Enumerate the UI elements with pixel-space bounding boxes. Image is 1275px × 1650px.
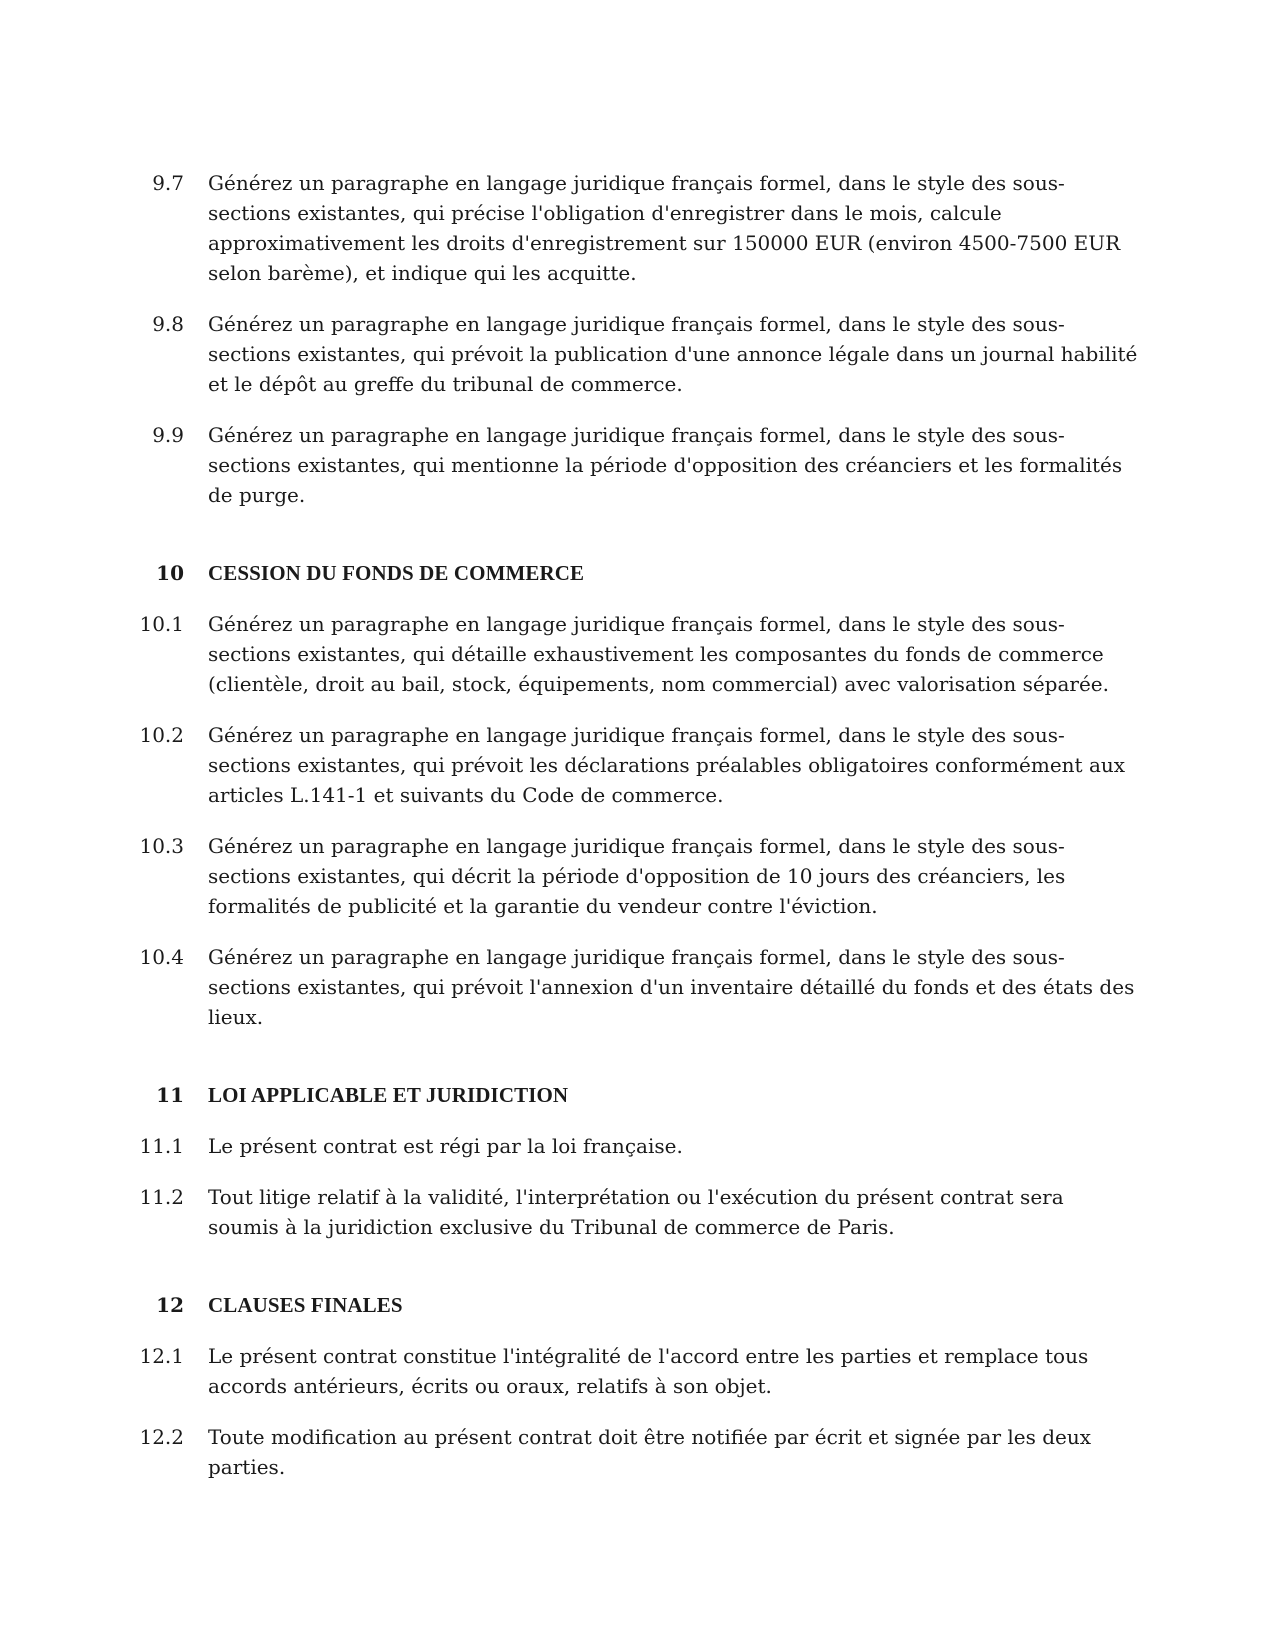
clause-number: 12.1 [139, 1344, 184, 1368]
clause-text: Tout litige relatif à la validité, l'interprétation ou l'exécution du présent contrat sera soumis à la juridiction exclusive du Tribunal de commerce de Paris. [208, 1185, 1064, 1239]
section-title: CESSION DU FONDS DE COMMERCE [208, 561, 585, 585]
clause-12-2 [130, 1422, 1140, 1482]
section-11 [130, 1080, 1140, 1242]
clause-text: Générez un paragraphe en langage juridique français formel, dans le style des sous-sections existantes, qui détaille exhaustivement les composantes du fonds de commerce (clientèle, droit au bail, stock, équipements, nom commercial) avec valorisation séparée. [208, 612, 1109, 696]
clause-text: Générez un paragraphe en langage juridique français formel, dans le style des sous-sections existantes, qui prévoit les déclarations préalables obligatoires conformément aux articles L.141-1 et suivants du Code de commerce. [208, 723, 1126, 807]
section-title: LOI APPLICABLE ET JURIDICTION [208, 1083, 569, 1107]
clause-11-1 [130, 1131, 1140, 1161]
clause-9-8 [130, 309, 1140, 399]
clause-text: Générez un paragraphe en langage juridique français formel, dans le style des sous-sections existantes, qui décrit la période d'opposition de 10 jours des créanciers, les formalités de publicité et la garantie du vendeur contre l'éviction. [208, 834, 1066, 918]
section-title: CLAUSES FINALES [208, 1293, 403, 1317]
clause-10-1 [130, 609, 1140, 699]
clause-number: 10.1 [139, 612, 184, 636]
section-heading [130, 1290, 1140, 1320]
clause-number: 10.4 [139, 945, 184, 969]
clause-10-3 [130, 831, 1140, 921]
section-heading [130, 1080, 1140, 1110]
clause-number: 9.8 [152, 312, 184, 336]
clause-text: Le présent contrat est régi par la loi française. [208, 1134, 683, 1158]
clause-number: 11.2 [139, 1185, 184, 1209]
section-number: 12 [156, 1293, 184, 1317]
clause-number: 12.2 [139, 1425, 184, 1449]
clause-text: Générez un paragraphe en langage juridique français formel, dans le style des sous-sections existantes, qui prévoit la publication d'une annonce légale dans un journal habilité et le dépôt au greffe du tribunal de commerce. [208, 312, 1138, 396]
section-heading [130, 558, 1140, 588]
clause-9-7 [130, 168, 1140, 288]
clause-12-1 [130, 1341, 1140, 1401]
clause-10-2 [130, 720, 1140, 810]
clause-text: Générez un paragraphe en langage juridique français formel, dans le style des sous-sections existantes, qui mentionne la période d'opposition des créanciers et les formalités de purge. [208, 423, 1123, 507]
section-number: 11 [156, 1083, 184, 1107]
section-12 [130, 1290, 1140, 1482]
clause-number: 11.1 [139, 1134, 184, 1158]
clause-text: Toute modification au présent contrat doit être notifiée par écrit et signée par les deux parties. [208, 1425, 1092, 1479]
clause-number: 10.2 [139, 723, 184, 747]
clause-text: Le présent contrat constitue l'intégralité de l'accord entre les parties et remplace tous accords antérieurs, écrits ou oraux, relatifs à son objet. [208, 1344, 1089, 1398]
clause-text: Générez un paragraphe en langage juridique français formel, dans le style des sous-sections existantes, qui prévoit l'annexion d'un inventaire détaillé du fonds et des états des lieux. [208, 945, 1135, 1029]
document-body [130, 168, 1140, 1503]
section-9-continued [130, 168, 1140, 510]
clause-11-2 [130, 1182, 1140, 1242]
clause-number: 10.3 [139, 834, 184, 858]
clause-number: 9.9 [152, 423, 184, 447]
clause-10-4 [130, 942, 1140, 1032]
section-number: 10 [156, 561, 184, 585]
section-10 [130, 558, 1140, 1032]
clause-9-9 [130, 420, 1140, 510]
clause-text: Générez un paragraphe en langage juridique français formel, dans le style des sous-sections existantes, qui précise l'obligation d'enregistrer dans le mois, calcule approximativement les droits d'enregistrement sur 150000 EUR (environ 4500-7500 EUR selon barème), et indique qui les acquitte. [208, 171, 1121, 285]
clause-number: 9.7 [152, 171, 184, 195]
